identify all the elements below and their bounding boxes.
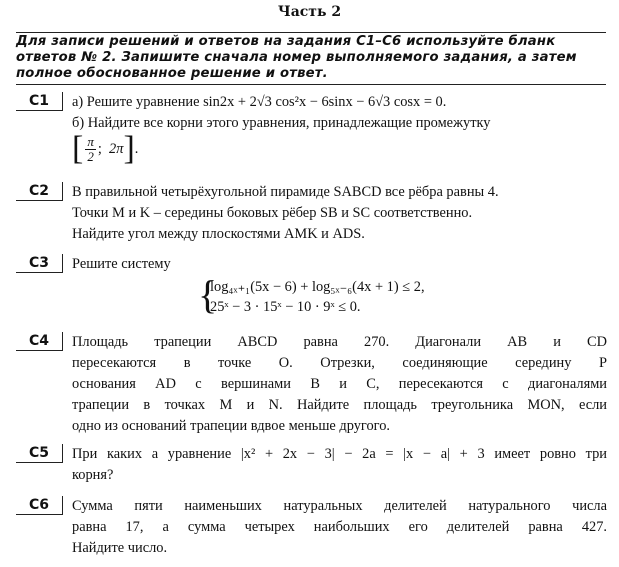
task-line: равна 17, а сумма четырех наибольших его делителей равна 427. <box>72 519 607 535</box>
task-line: Точки M и K – середины боковых рёбер SB и SC соответственно. <box>72 205 473 221</box>
task-label: С6 <box>16 496 63 515</box>
task-label: С1 <box>16 92 63 111</box>
interval-separator: ; <box>97 140 102 157</box>
system-line: log₄ₓ₊₁(5x − 6) + log₅ₓ₋₆(4x + 1) ≤ 2, <box>210 279 425 295</box>
task-line: Площадь трапеции ABCD равна 270. Диагонали AB и CD <box>72 334 607 350</box>
interval-right-endpoint: 2π <box>109 140 124 157</box>
task-body <box>72 254 607 317</box>
task-line: основания AD с вершинами B и C, пересекаются с диагоналями <box>72 376 607 392</box>
task-line: одно из оснований трапеции вдвое меньше другого. <box>72 418 390 434</box>
task-body <box>72 444 607 486</box>
task-line: Решите систему <box>72 256 171 272</box>
task-label: С4 <box>16 332 63 351</box>
task-line: б) Найдите все корни этого уравнения, принадлежащие промежутку <box>72 115 491 131</box>
task-label: С2 <box>16 182 63 201</box>
task-line: корня? <box>72 467 114 483</box>
part-title: Часть 2 <box>277 4 342 20</box>
task-body <box>72 496 607 559</box>
task-label: С5 <box>16 444 63 463</box>
task-line: а) Решите уравнение sin2x + 2√3 cos²x − 6sinx − 6√3 cosx = 0. <box>72 94 447 110</box>
task-line: Сумма пяти наименьших натуральных делителей натурального числа <box>72 498 607 514</box>
system-brace-icon: { <box>198 272 218 317</box>
interval <box>72 130 607 167</box>
task-line: Найдите число. <box>72 540 168 556</box>
inequality-system <box>198 272 607 317</box>
task-label: С3 <box>16 254 63 273</box>
interval-period: . <box>134 140 139 157</box>
instructions: Для записи решений и ответов на задания С1–С6 используйте бланк ответов № 2. Запишите сначала номер выполняемого задания, а затем полное обоснованное решение и ответ. <box>16 32 606 85</box>
task-body <box>72 182 607 245</box>
task-body <box>72 92 607 167</box>
task-line: При каких a уравнение |x² + 2x − 3| − 2a = |x − a| + 3 имеет ровно три <box>72 446 607 462</box>
fraction-numerator: π <box>87 133 94 149</box>
interval-close-bracket: ] <box>123 130 135 167</box>
task-body <box>72 332 607 437</box>
task-line: В правильной четырёхугольной пирамиде SABCD все рёбра равны 4. <box>72 184 499 200</box>
system-line: 25ˣ − 3 · 15ˣ − 10 · 9ˣ ≤ 0. <box>210 299 361 315</box>
task-line: трапеции в точках M и N. Найдите площадь треугольника MON, если <box>72 397 607 413</box>
interval-open-bracket: [ <box>72 130 84 167</box>
fraction-denominator: 2 <box>87 148 94 164</box>
fraction <box>85 135 96 164</box>
task-line: Найдите угол между плоскостями AMK и ADS. <box>72 226 365 242</box>
task-line: пересекаются в точке O. Отрезки, соединяющие середину P <box>72 355 607 371</box>
